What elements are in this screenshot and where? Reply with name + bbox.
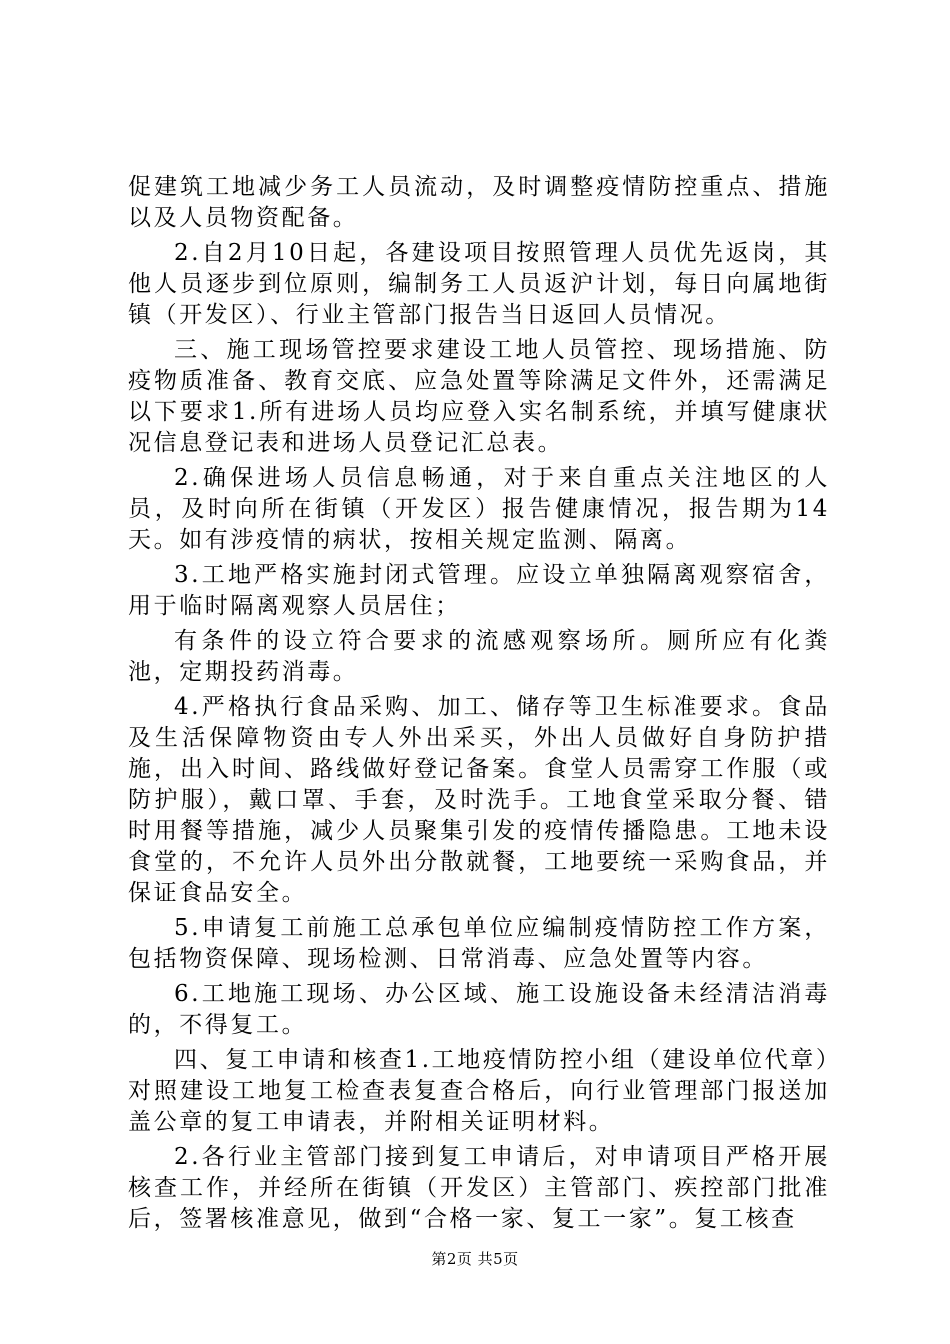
- paragraph-9: 6.工地施工现场、办公区域、施工设施设备未经清洁消毒的，不得复工。: [128, 981, 830, 1038]
- paragraph-8: 5.申请复工前施工总承包单位应编制疫情防控工作方案，包括物资保障、现场检测、日常消毒、应急处置等内容。: [128, 915, 830, 972]
- document-body: [128, 172, 830, 1239]
- paragraph-6: 有条件的设立符合要求的流感观察场所。厕所应有化粪池，定期投药消毒。: [128, 628, 830, 685]
- paragraph-7: 4.严格执行食品采购、加工、储存等卫生标准要求。食品及生活保障物资由专人外出采买，外出人员做好自身防护措施，出入时间、路线做好登记备案。食堂人员需穿工作服（或防护服），戴口罩、手套，及时洗手。工地食堂采取分餐、错时用餐等措施，减少人员聚集引发的疫情传播隐患。工地未设食堂的，不允许人员外出分散就餐，工地要统一采购食品，并保证食品安全。: [128, 694, 830, 906]
- paragraph-5: 3.工地严格实施封闭式管理。应设立单独隔离观察宿舍，用于临时隔离观察人员居住；: [128, 562, 830, 619]
- page-number-footer: 第2页 共5页: [431, 1250, 519, 1268]
- paragraph-3: 三、施工现场管控要求建设工地人员管控、现场措施、防疫物质准备、教育交底、应急处置等除满足文件外，还需满足以下要求1.所有进场人员均应登入实名制系统，并填写健康状况信息登记表和进场人员登记汇总表。: [128, 337, 830, 456]
- paragraph-4: 2.确保进场人员信息畅通，对于来自重点关注地区的人员，及时向所在街镇（开发区）报告健康情况，报告期为14天。如有涉疫情的病状，按相关规定监测、隔离。: [128, 465, 830, 553]
- paragraph-10: 四、复工申请和核查1.工地疫情防控小组（建设单位代章）对照建设工地复工检查表复查合格后，向行业管理部门报送加盖公章的复工申请表，并附相关证明材料。: [128, 1047, 830, 1135]
- paragraph-11: 2.各行业主管部门接到复工申请后，对申请项目严格开展核查工作，并经所在街镇（开发区）主管部门、疾控部门批准后，签署核准意见，做到“合格一家、复工一家”。复工核查: [128, 1144, 830, 1232]
- paragraph-1: 促建筑工地减少务工人员流动，及时调整疫情防控重点、措施以及人员物资配备。: [128, 174, 830, 231]
- paragraph-2: 2.自2月10日起，各建设项目按照管理人员优先返岗，其他人员逐步到位原则，编制务工人员返沪计划，每日向属地街镇（开发区）、行业主管部门报告当日返回人员情况。: [128, 240, 830, 328]
